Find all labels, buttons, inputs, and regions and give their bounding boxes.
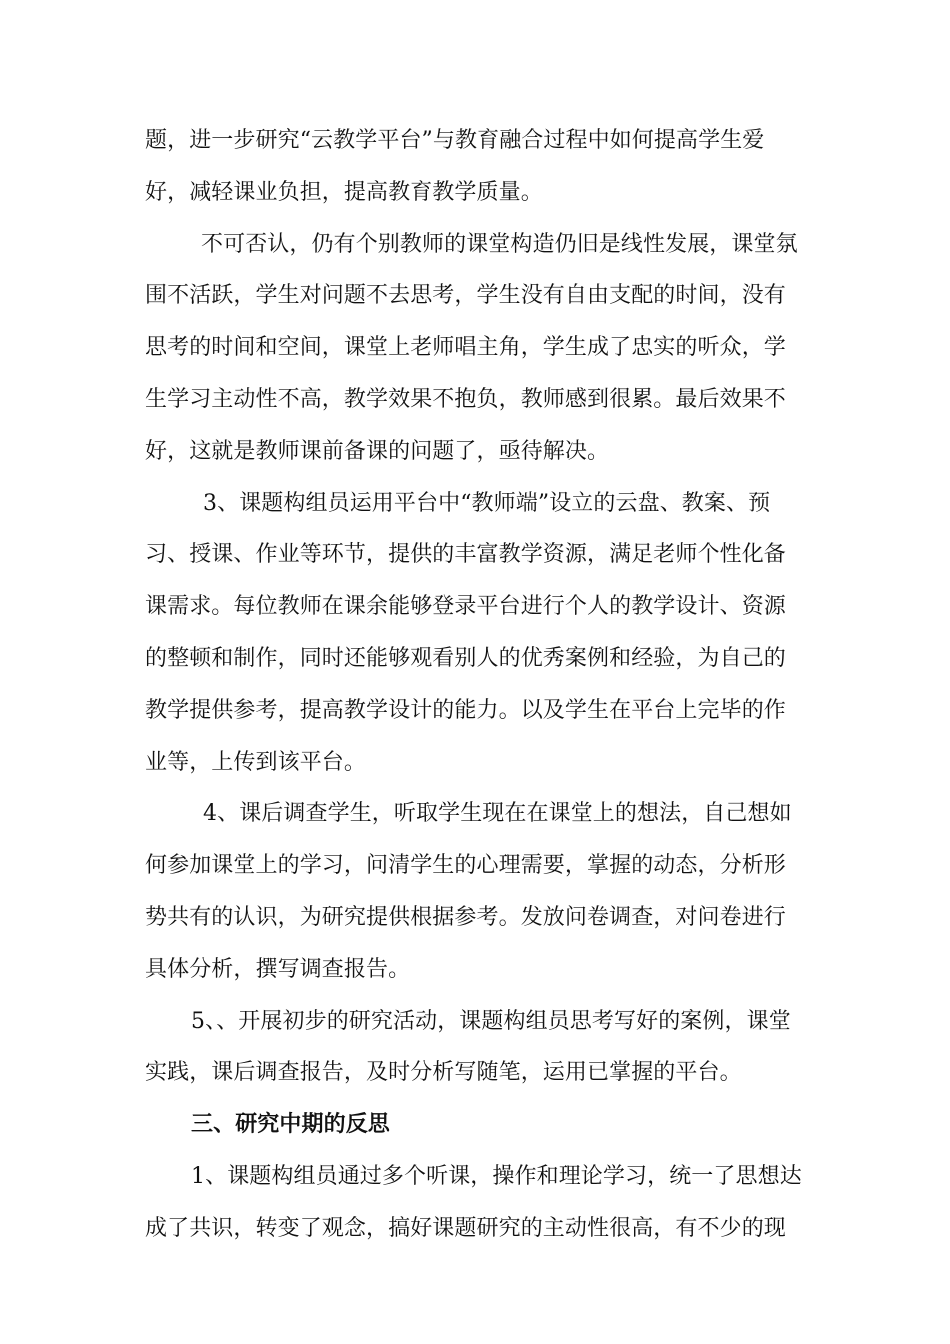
text-line: 好，减轻课业负担，提高教育教学质量。 <box>145 179 543 205</box>
text-line: 具体分析，撰写调查报告。 <box>145 956 411 982</box>
text-line: 的整顿和制作，同时还能够观看别人的优秀案例和经验，为自己的 <box>145 645 786 671</box>
paragraph-start-line: 3、课题构组员运用平台中“教师端”设立的云盘、教案、预 <box>203 490 771 516</box>
text-line: 好，这就是教师课前备课的问题了，亟待解决。 <box>145 438 610 464</box>
document-body <box>145 115 810 1255</box>
text-line: 题，进一步研究“云教学平台”与教育融合过程中如何提高学生爱 <box>145 128 765 153</box>
paragraph-start-line: 5、、开展初步的研究活动，课题构组员思考写好的案例，课堂 <box>191 1008 791 1034</box>
paragraph-start-line: 1、课题构组员通过多个听课，操作和理论学习，统一了思想达 <box>191 1163 802 1189</box>
text-line: 实践，课后调查报告，及时分析写随笔，运用已掌握的平台。 <box>145 1060 742 1086</box>
text-line: 思考的时间和空间，课堂上老师唱主角，学生成了忠实的听众，学 <box>145 335 786 361</box>
text-line: 课需求。每位教师在课余能够登录平台进行个人的教学设计、资源 <box>145 594 786 620</box>
text-line: 业等，上传到该平台。 <box>145 749 367 775</box>
text-line: 势共有的认识，为研究提供根据参考。发放问卷调查，对问卷进行 <box>145 904 786 930</box>
text-line: 成了共识，转变了观念，搞好课题研究的主动性很高，有不少的现 <box>145 1215 786 1241</box>
text-line: 何参加课堂上的学习，问清学生的心理需要，掌握的动态，分析形 <box>145 853 786 879</box>
text-line: 教学提供参考，提高教学设计的能力。以及学生在平台上完毕的作 <box>145 697 786 723</box>
text-line: 习、授课、作业等环节，提供的丰富教学资源，满足老师个性化备 <box>145 542 786 568</box>
section-heading: 三、研究中期的反思 <box>191 1111 390 1138</box>
paragraph-start-line: 不可否认，仍有个别教师的课堂构造仍旧是线性发展，课堂氛 <box>201 231 798 257</box>
text-line: 生学习主动性不高，教学效果不抱负，教师感到很累。最后效果不 <box>145 386 786 412</box>
text-line: 围不活跃，学生对问题不去思考，学生没有自由支配的时间，没有 <box>145 283 786 309</box>
paragraph-start-line: 4、课后调查学生，听取学生现在在课堂上的想法，自己想如 <box>203 801 792 827</box>
